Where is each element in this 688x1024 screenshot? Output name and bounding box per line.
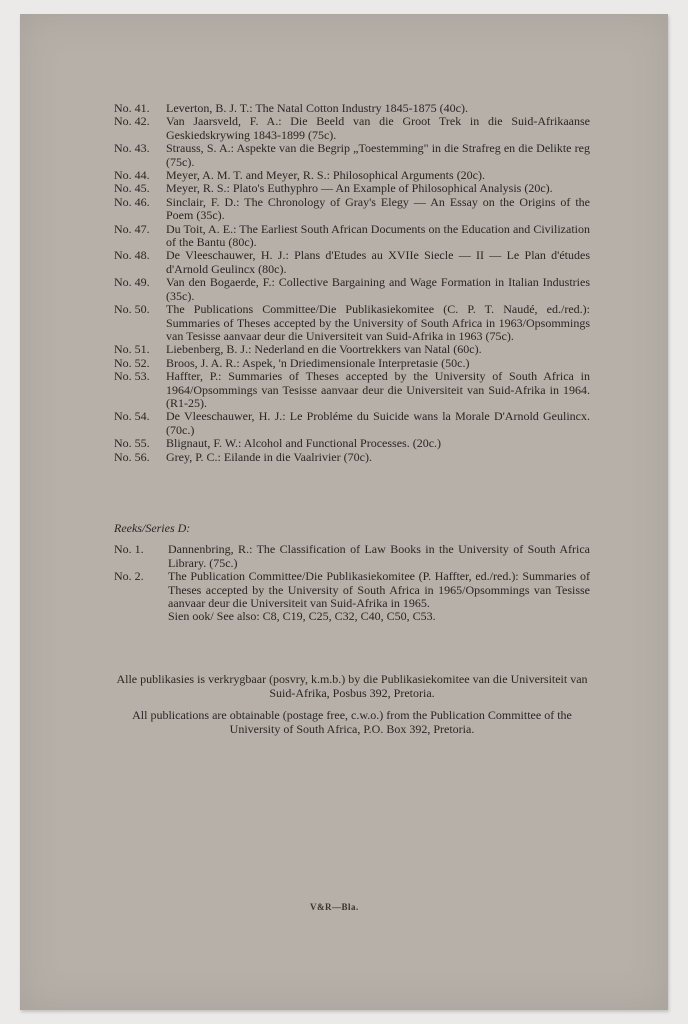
list-item: No. 1. Dannenbring, R.: The Classification of Law Books in the University of South Africa Library. (75c.) (114, 542, 590, 570)
list-item: No. 50. The Publications Committee/Die Publikasiekomitee (C. P. T. Naudé, ed./red.): Summaries of Theses accepted by the University of South Africa in 1963/Opsommings van Tesisse aanvaar deur die Universiteit van Suid-Afrika in 1963 (75c). (114, 302, 590, 343)
list-item: No. 52. Broos, J. A. R.: Aspek, 'n Driedimensionale Interpretasie (50c.) (114, 355, 470, 370)
list-item: No. 41. Leverton, B. J. T.: The Natal Cotton Industry 1845-1875 (40c). (114, 101, 468, 115)
list-item: No. 47. Du Toit, A. E.: The Earliest South African Documents on the Education and Civilization of the Bantu (80c). (114, 221, 590, 250)
series-heading: Reeks/Series D: (114, 521, 191, 535)
list-item: No. 42. Van Jaarsveld, F. A.: Die Beeld van die Groot Trek in die Suid-Afrikaanse Geskiedskrywing 1843-1899 (75c). (114, 114, 590, 142)
list-item: No. 48. De Vleeschauwer, H. J.: Plans d'Etudes au XVIIe Siecle — II — Le Plan d'études d'Arnold Geulincx (80c). (114, 248, 590, 276)
list-item: No. 44. Meyer, A. M. T. and Meyer, R. S.: Philosophical Arguments (20c). (114, 168, 486, 183)
list-item: No. 45. Meyer, R. S.: Plato's Euthyphro — An Example of Philosophical Analysis (20c). (114, 181, 553, 196)
list-item: No. 43. Strauss, S. A.: Aspekte van die Begrip „Toestemming" in die Strafreg en die Delikte reg (75c). (114, 141, 590, 169)
availability-note-english: All publications are obtainable (postage free, c.w.o.) from the Publication Committee of the University of South Africa, P.O. Box 392, Pretoria. (132, 708, 572, 736)
printer-mark: V&R—Bla. (310, 902, 359, 912)
list-item: No. 54. De Vleeschauwer, H. J.: Le Probléme du Suicide wans la Morale D'Arnold Geulincx. (70c.) (114, 409, 590, 437)
availability-note-afrikaans: Alle publikasies is verkrygbaar (posvry, k.m.b.) by die Publikasiekomitee van die Universiteit van Suid-Afrika, Posbus 392, Pretoria. (116, 672, 588, 700)
list-item: No. 2. The Publication Committee/Die Publikasiekomitee (P. Haffter, ed./red.): Summaries of Theses accepted by the University of South Africa in 1965/Opsommings van Tesisse aanvaar deur die Universiteit van Suid-Afrika in 1965. (114, 569, 590, 611)
list-item: No. 51. Liebenberg, B. J.: Nederland en die Voortrekkers van Natal (60c). (114, 342, 482, 357)
list-item: No. 49. Van den Bogaerde, F.: Collective Bargaining and Wage Formation in Italian Industries (35c). (114, 275, 590, 303)
series-d-section (114, 522, 590, 624)
list-item: No. 55. Blignaut, F. W.: Alcohol and Functional Processes. (20c.) (114, 436, 442, 451)
document-page (20, 14, 668, 1010)
list-item: No. 46. Sinclair, F. D.: The Chronology of Gray's Elegy — An Essay on the Origins of the Poem (35c). (114, 194, 590, 223)
see-also-line: Sien ook/ See also: C8, C19, C25, C32, C40, C50, C53. (168, 609, 436, 624)
list-item: No. 53. Haffter, P.: Summaries of Theses accepted by the University of South Africa in 1964/Opsommings van Tesisse aanvaar deur die Universiteit van Suid-Afrika in 1964. (R1-25). (114, 369, 590, 410)
publication-list (114, 102, 590, 464)
list-item: No. 56. Grey, P. C.: Eilande in die Vaalrivier (70c). (114, 449, 372, 464)
